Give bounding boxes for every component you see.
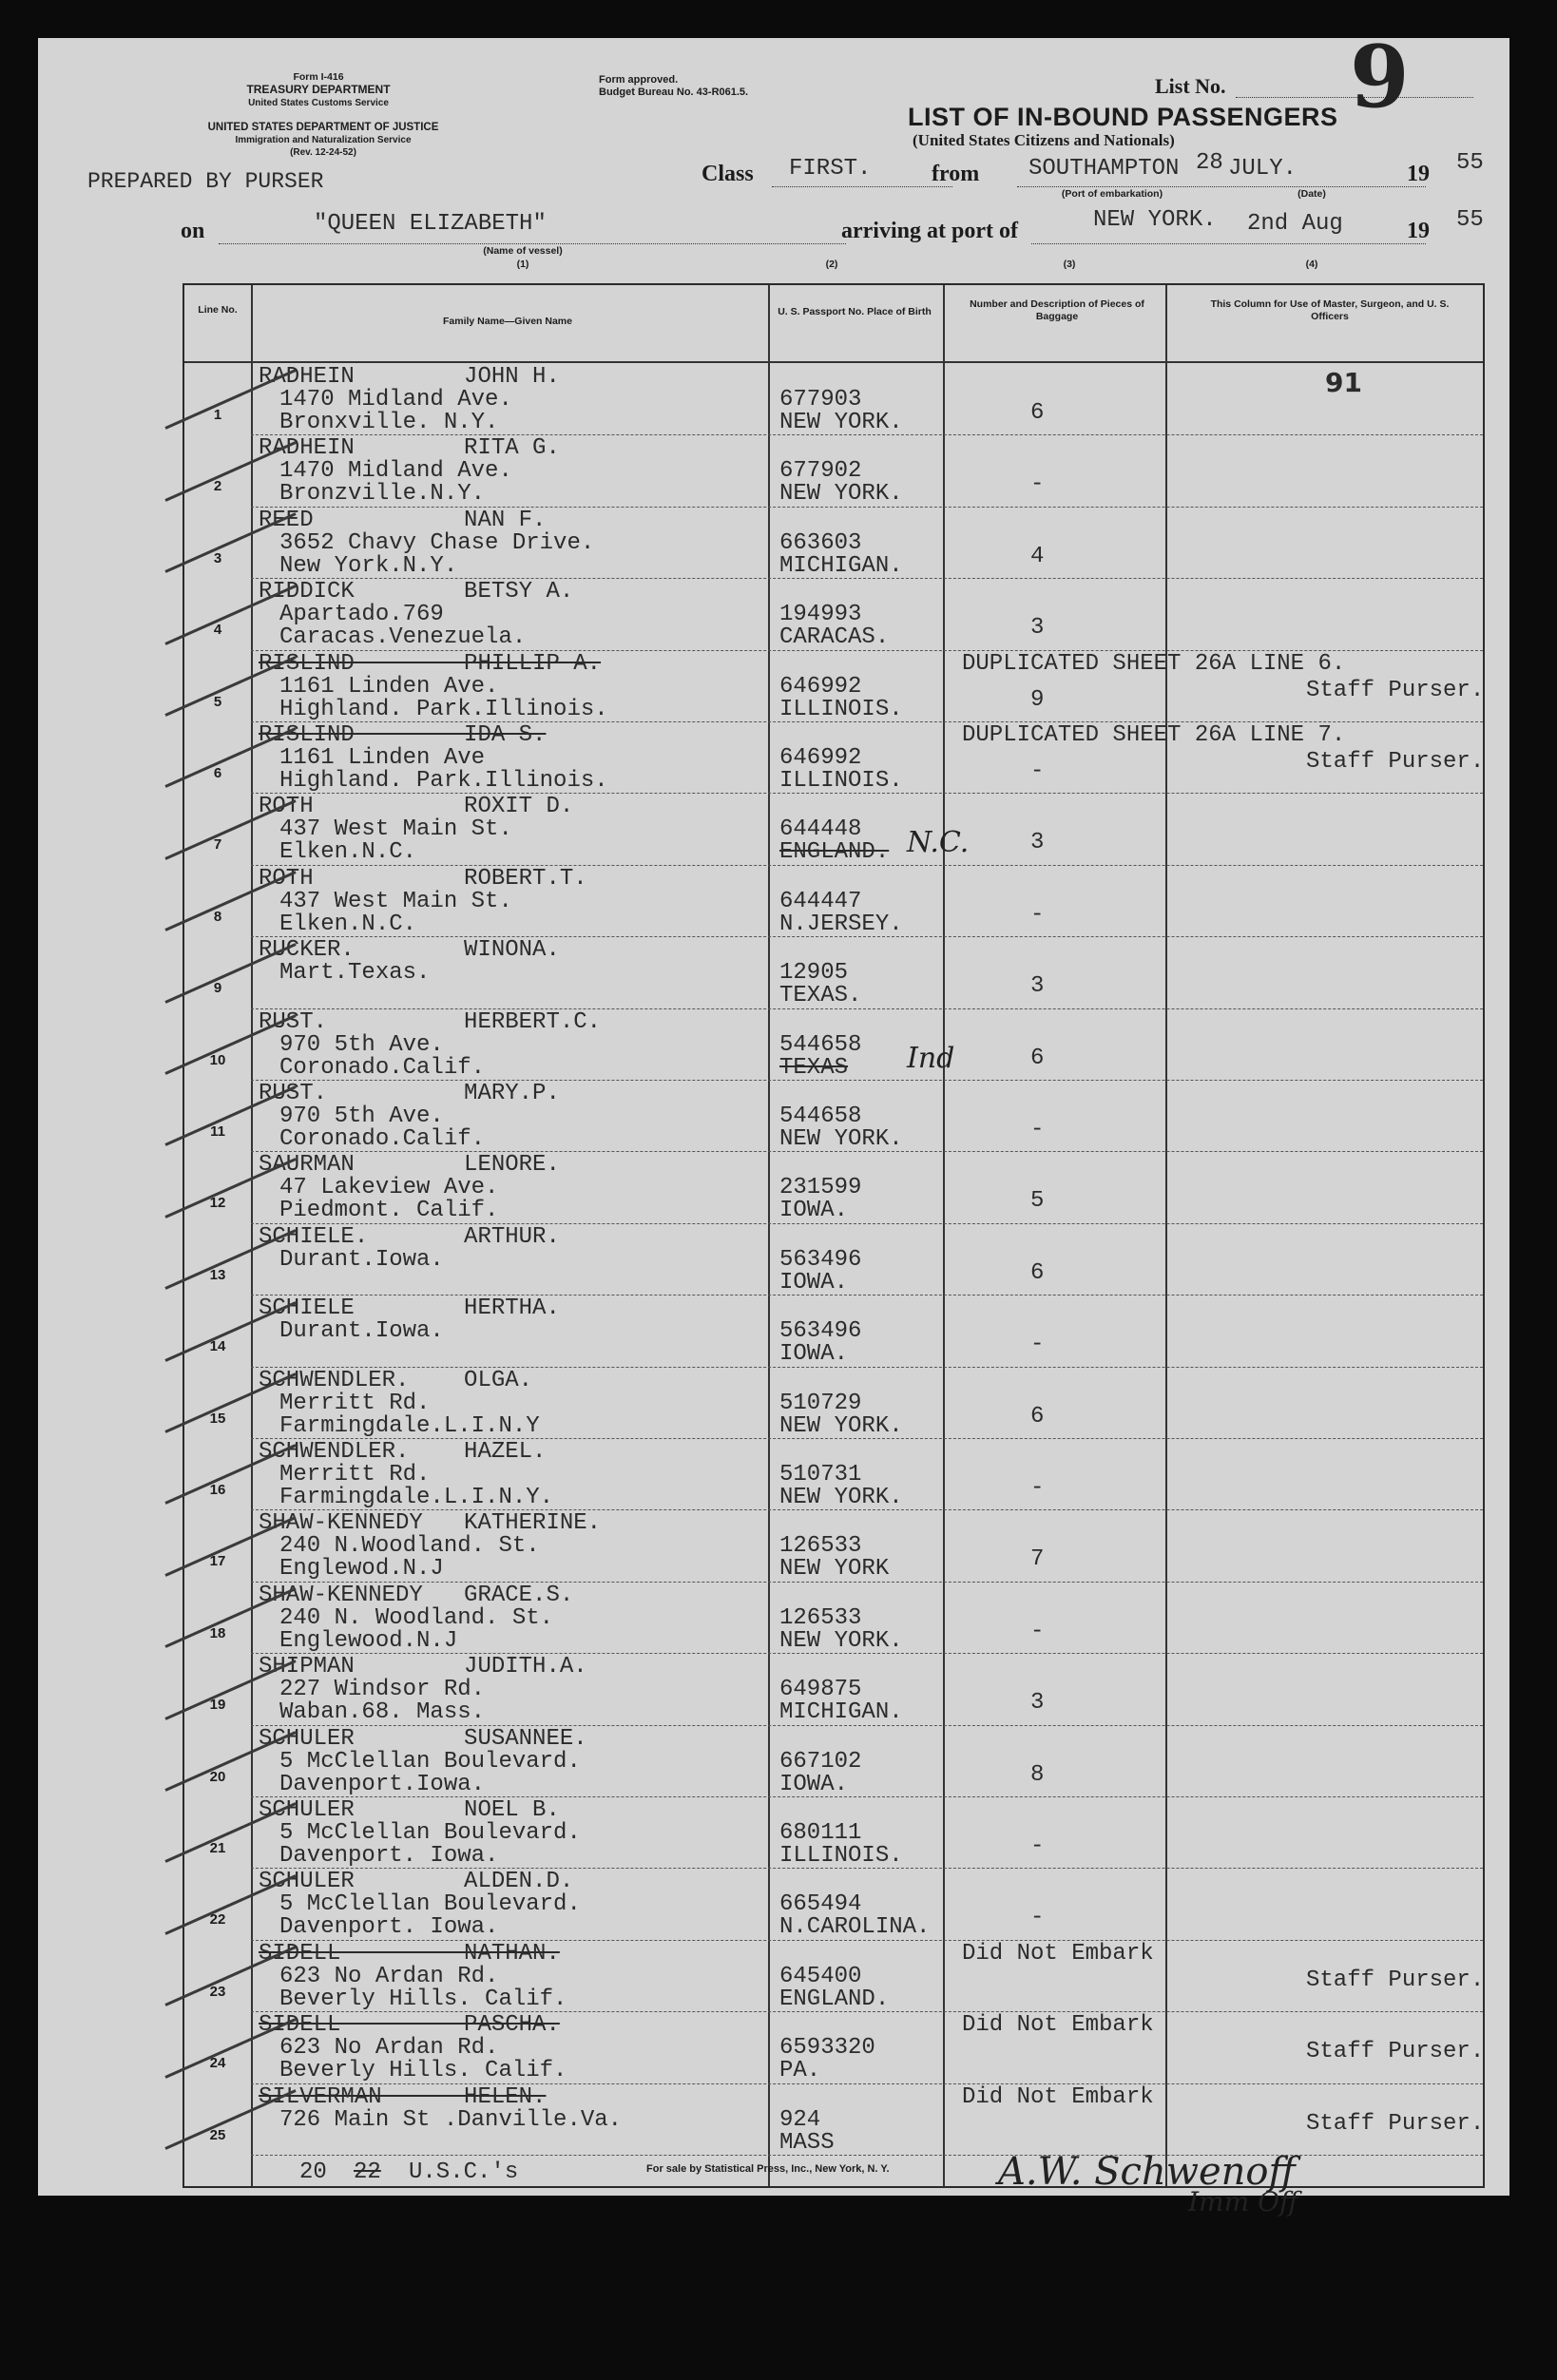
officer-signature: A.W. Schwenoff (998, 2150, 1296, 2194)
baggage-count: - (1030, 1905, 1045, 1931)
passport-number: 563496 (779, 1246, 862, 1273)
place-of-birth: IOWA. (779, 1198, 849, 1224)
address-line-1: 1470 Midland Ave. (279, 387, 512, 413)
baggage-count: - (1030, 1332, 1045, 1358)
passenger-name: RISLIND IDA S. (259, 722, 547, 748)
place-of-birth: IOWA. (779, 1341, 849, 1368)
table-row (184, 1438, 1483, 1509)
col-num-2: (2) (825, 259, 838, 270)
baggage-count: 3 (1030, 615, 1045, 642)
baggage-count: - (1030, 1618, 1045, 1644)
line-number: 11 (210, 1123, 225, 1140)
address-line-2: Coronado.Calif. (279, 1054, 486, 1081)
line-number: 3 (213, 549, 222, 566)
document-title: LIST OF IN-BOUND PASSENGERS (908, 103, 1338, 131)
passport-number: 644447 (779, 888, 862, 914)
document-subtitle: (United States Citizens and Nationals) (913, 131, 1175, 149)
table-row (184, 1940, 1483, 2011)
line-number: 12 (209, 1195, 226, 1212)
place-of-birth: IOWA. (779, 1771, 849, 1797)
baggage-count: 9 (1030, 686, 1045, 713)
line-number: 7 (213, 836, 222, 854)
address-line-2: Davenport. Iowa. (279, 1843, 499, 1869)
line-number: 4 (213, 622, 222, 639)
passenger-name: SCHULER SUSANNEE. (259, 1725, 587, 1752)
passenger-name: RADHEIN RITA G. (259, 435, 560, 462)
line-number: 9 (213, 980, 222, 997)
baggage-count: 8 (1030, 1761, 1045, 1788)
staff-purser-note: Staff Purser. (1306, 677, 1485, 703)
passenger-name: SHAW-KENNEDY KATHERINE. (259, 1510, 602, 1537)
place-of-birth: ILLINOIS. (779, 768, 903, 794)
passport-number: 663603 (779, 529, 862, 556)
line-number: 17 (209, 1553, 226, 1570)
staff-purser-note: Staff Purser. (1306, 2039, 1485, 2065)
passenger-name: RISLIND PHILLIP A. (259, 650, 602, 677)
passenger-name: SCHWENDLER. HAZEL. (259, 1439, 547, 1465)
departure-day: 28 (1196, 150, 1223, 176)
table-row (184, 1868, 1483, 1939)
vessel-caption: (Name of vessel) (483, 245, 563, 257)
baggage-count: 6 (1030, 1045, 1045, 1071)
passport-number: 680111 (779, 1820, 862, 1846)
address-line-1: Durant.Iowa. (279, 1246, 444, 1273)
passenger-name: SIDELL PASCHA. (259, 2012, 560, 2039)
col-num-4: (4) (1305, 259, 1318, 270)
passenger-name: SHAW-KENNEDY GRACE.S. (259, 1582, 574, 1608)
baggage-count: 4 (1030, 543, 1045, 569)
passenger-name: ROTH ROXIT D. (259, 794, 574, 820)
passenger-name: RADHEIN JOHN H. (259, 364, 560, 390)
baggage-count: 3 (1030, 973, 1045, 1000)
officer-remark: Did Not Embark (962, 2012, 1154, 2039)
address-line-2: Farmingdale.L.I.N.Y (279, 1412, 540, 1439)
line-number: 19 (209, 1697, 226, 1714)
place-of-birth: MASS (779, 2129, 835, 2156)
place-of-birth: NEW YORK. (779, 481, 903, 508)
passenger-name: SCHULER NOEL B. (259, 1797, 560, 1823)
address-line-2: Beverly Hills. Calif. (279, 2058, 567, 2084)
rev-date: (Rev. 12-24-52) (290, 147, 356, 158)
budget-bureau: Budget Bureau No. 43-R061.5. (599, 86, 749, 98)
table-row (184, 2011, 1483, 2082)
table-row (184, 434, 1483, 506)
place-of-birth: NEW YORK. (779, 1412, 903, 1439)
place-of-birth: NEW YORK. (779, 1627, 903, 1654)
year-prefix: 19 (1407, 162, 1430, 186)
count-label: U.S.C.'s (409, 2159, 519, 2185)
baggage-count: - (1030, 1475, 1045, 1501)
officer-remark: Did Not Embark (962, 2083, 1154, 2110)
passport-number: 649875 (779, 1677, 862, 1703)
address-line-1: 726 Main St .Danville.Va. (279, 2106, 623, 2133)
baggage-count: - (1030, 758, 1045, 784)
line-number: 16 (209, 1482, 226, 1498)
table-row (184, 1582, 1483, 1653)
line-number: 2 (213, 478, 222, 495)
passenger-name: SIDELL NATHAN. (259, 1940, 560, 1967)
line-number: 13 (209, 1266, 226, 1283)
col-header-passport: U. S. Passport No. Place of Birth (778, 306, 932, 317)
address-line-1: 240 N. Woodland. St. (279, 1604, 554, 1631)
date-caption: (Date) (1298, 188, 1326, 200)
table-row (184, 1080, 1483, 1151)
passport-number: 544658 (779, 1104, 862, 1129)
list-no-value: 9 (1350, 27, 1410, 127)
birth-correction: Ind (907, 1041, 955, 1075)
line-number: 10 (209, 1051, 226, 1068)
place-of-birth: PA. (779, 2058, 821, 2084)
count-b: 22 (354, 2159, 381, 2185)
address-line-1: 227 Windsor Rd. (279, 1677, 486, 1703)
address-line-2: Waban.68. Mass. (279, 1699, 486, 1726)
address-line-2: Bronzville.N.Y. (279, 481, 486, 508)
address-line-2: Englewood.N.J (279, 1627, 458, 1654)
place-of-birth: NEW YORK. (779, 1485, 903, 1510)
line-number: 14 (209, 1338, 226, 1355)
passenger-name: SAURMAN LENORE. (259, 1152, 560, 1179)
address-line-2: Caracas.Venezuela. (279, 624, 527, 651)
address-line-1: 5 McClellan Boulevard. (279, 1891, 581, 1918)
service-name: United States Customs Service (248, 98, 389, 108)
birth-correction: N.C. (907, 826, 970, 860)
table-row (184, 2083, 1483, 2155)
passport-number: 563496 (779, 1318, 862, 1345)
table-row (184, 507, 1483, 578)
line-number: 20 (209, 1768, 226, 1785)
table-row (184, 1796, 1483, 1868)
table-row (184, 1151, 1483, 1222)
line-number: 23 (209, 1983, 226, 2000)
table-row (184, 1509, 1483, 1581)
place-of-birth: NEW YORK. (779, 1126, 903, 1152)
address-line-1: 970 5th Ave. (279, 1104, 444, 1129)
address-line-1: 5 McClellan Boulevard. (279, 1748, 581, 1775)
ins-name: Immigration and Naturalization Service (235, 135, 412, 145)
manifest-sheet (38, 27, 1509, 2217)
passport-number: 645400 (779, 1963, 862, 1989)
officer-title: Imm Off (1188, 2186, 1298, 2217)
passport-number: 194993 (779, 602, 862, 628)
address-line-2: Farmingdale.L.I.N.Y. (279, 1485, 554, 1510)
address-line-1: Merritt Rd. (279, 1390, 431, 1416)
line-number: 24 (209, 2055, 226, 2072)
on-label: on (181, 219, 205, 243)
passenger-name: RIDDICK BETSY A. (259, 579, 574, 605)
officer-remark: Did Not Embark (962, 1940, 1154, 1967)
vessel-name: "QUEEN ELIZABETH" (314, 211, 547, 237)
staff-purser-note: Staff Purser. (1306, 749, 1485, 775)
table-row (184, 578, 1483, 649)
passenger-name: SILVERMAN HELEN. (259, 2083, 547, 2110)
passenger-name: ROTH ROBERT.T. (259, 865, 587, 892)
address-line-1: 1161 Linden Ave. (279, 673, 499, 700)
table-row (184, 865, 1483, 936)
baggage-count: 6 (1030, 1403, 1045, 1430)
place-of-birth: MICHIGAN. (779, 1699, 903, 1726)
col-num-3: (3) (1063, 259, 1076, 270)
place-of-birth: ENGLAND. (779, 1986, 890, 2012)
line-number: 15 (209, 1410, 226, 1427)
line-number: 22 (209, 1911, 226, 1929)
line-number: 21 (209, 1840, 226, 1856)
dept-name: TREASURY DEPARTMENT (246, 83, 391, 96)
justice-dept: UNITED STATES DEPARTMENT OF JUSTICE (207, 122, 439, 133)
passport-number: 646992 (779, 745, 862, 771)
address-line-2: New York.N.Y. (279, 552, 458, 579)
passenger-name: REED NAN F. (259, 507, 547, 533)
officer-note: 91 (1325, 367, 1362, 398)
passenger-name: SHIPMAN JUDITH.A. (259, 1654, 587, 1680)
passenger-name: SCHULER ALDEN.D. (259, 1869, 574, 1895)
passport-number: 667102 (779, 1748, 862, 1775)
passenger-name: RUST. MARY.P. (259, 1081, 560, 1106)
baggage-count: 3 (1030, 830, 1045, 856)
printer-note: For sale by Statistical Press, Inc., New York, N. Y. (646, 2163, 890, 2175)
table-row (184, 793, 1483, 864)
passport-number: 665494 (779, 1891, 862, 1918)
class-label: Class (702, 162, 754, 186)
address-line-1: 437 West Main St. (279, 888, 512, 914)
place-of-birth: IOWA. (779, 1269, 849, 1296)
class-value: FIRST. (789, 156, 872, 182)
line-number: 8 (213, 908, 222, 925)
table-row (184, 1008, 1483, 1080)
col-header-officers: This Column for Use of Master, Surgeon, and U. S. Officers (1210, 298, 1450, 322)
baggage-count: 5 (1030, 1188, 1045, 1215)
form-number: Form I-416 (293, 71, 344, 83)
address-line-2: Coronado.Calif. (279, 1126, 486, 1152)
baggage-count: - (1030, 1117, 1045, 1142)
baggage-count: - (1030, 1833, 1045, 1859)
line-number: 18 (209, 1624, 226, 1641)
address-line-2: Davenport. Iowa. (279, 1914, 499, 1941)
address-line-2: Elken.N.C. (279, 911, 417, 937)
address-line-1: Merritt Rd. (279, 1462, 431, 1488)
passport-number: 6593320 (779, 2035, 875, 2062)
arriving-label: arriving at port of (841, 219, 1018, 243)
address-line-1: Mart.Texas. (279, 960, 431, 987)
passport-number: 677903 (779, 387, 862, 413)
table-row (184, 1367, 1483, 1438)
passenger-name: SCHIELE. ARTHUR. (259, 1223, 560, 1250)
address-line-2: Beverly Hills. Calif. (279, 1986, 567, 2012)
baggage-count: 7 (1030, 1546, 1045, 1573)
year2-prefix: 19 (1407, 219, 1430, 243)
table-row (184, 1295, 1483, 1366)
line-number: 5 (213, 693, 222, 710)
place-of-birth: NEW YORK. (779, 410, 903, 435)
place-of-birth: ILLINOIS. (779, 696, 903, 722)
staff-purser-note: Staff Purser. (1306, 1967, 1485, 1993)
address-line-2: Davenport.Iowa. (279, 1771, 486, 1797)
address-line-2: Englewod.N.J (279, 1556, 444, 1583)
baggage-count: 3 (1030, 1690, 1045, 1717)
place-of-birth: NEW YORK (779, 1556, 890, 1583)
from-label: from (932, 162, 980, 186)
address-line-1: 1470 Midland Ave. (279, 458, 512, 485)
place-of-birth: N.CAROLINA. (779, 1914, 931, 1941)
address-line-1: 623 No Ardan Rd. (279, 1963, 499, 1989)
table-row (184, 1725, 1483, 1796)
table-row (184, 363, 1483, 434)
officer-remark: DUPLICATED SHEET 26A LINE 7. (962, 722, 1346, 748)
col-num-1: (1) (516, 259, 529, 270)
address-line-2: Elken.N.C. (279, 839, 417, 866)
address-line-2: Highland. Park.Illinois. (279, 696, 608, 722)
address-line-1: 970 5th Ave. (279, 1031, 444, 1058)
passport-number: 510731 (779, 1462, 862, 1488)
officer-remark: DUPLICATED SHEET 26A LINE 6. (962, 650, 1346, 677)
address-line-1: 437 West Main St. (279, 816, 512, 843)
passport-number: 12905 (779, 960, 849, 987)
departure-month: JULY. (1228, 156, 1298, 182)
address-line-1: 3652 Chavy Chase Drive. (279, 529, 595, 556)
passenger-name: SCHWENDLER. OLGA. (259, 1367, 533, 1393)
staff-purser-note: Staff Purser. (1306, 2110, 1485, 2137)
table-row (184, 936, 1483, 1008)
passport-number: 126533 (779, 1604, 862, 1631)
line-number: 1 (213, 407, 222, 423)
place-of-birth: MICHIGAN. (779, 552, 903, 579)
passport-number: 677902 (779, 458, 862, 485)
port-caption: (Port of embarkation) (1061, 188, 1163, 200)
baggage-count: 6 (1030, 400, 1045, 426)
place-of-birth: ILLINOIS. (779, 1843, 903, 1869)
passport-number: 646992 (779, 673, 862, 700)
passport-number: 544658 (779, 1031, 862, 1058)
col-header-baggage: Number and Description of Pieces of Baggage (970, 298, 1144, 322)
table-row (184, 1223, 1483, 1295)
baggage-count: 6 (1030, 1259, 1045, 1286)
port-of-embarkation: SOUTHAMPTON (1028, 156, 1180, 182)
address-line-1: Apartado.769 (279, 602, 444, 628)
arrival-date: 2nd Aug (1247, 211, 1343, 237)
line-number: 25 (209, 2126, 226, 2143)
address-line-1: 47 Lakeview Ave. (279, 1175, 499, 1201)
address-line-1: 5 McClellan Boulevard. (279, 1820, 581, 1846)
form-approved: Form approved. (599, 74, 679, 86)
place-of-birth: N.JERSEY. (779, 911, 903, 937)
passenger-name: SCHIELE HERTHA. (259, 1296, 560, 1322)
passport-number: 126533 (779, 1533, 862, 1560)
col-header-line: Line No. (198, 304, 238, 316)
address-line-1: 1161 Linden Ave (279, 745, 486, 771)
passport-number: 924 (779, 2106, 821, 2133)
table-row (184, 1653, 1483, 1724)
address-line-1: 623 No Ardan Rd. (279, 2035, 499, 2062)
passenger-name: RUST. HERBERT.C. (259, 1008, 602, 1035)
arrival-port: NEW YORK. (1093, 207, 1217, 233)
place-of-birth: ENGLAND. (779, 839, 890, 866)
year-value: 55 (1456, 150, 1484, 176)
address-line-1: 240 N.Woodland. St. (279, 1533, 540, 1560)
baggage-count: - (1030, 471, 1045, 498)
line-number: 6 (213, 765, 222, 781)
address-line-2: Piedmont. Calif. (279, 1198, 499, 1224)
prepared-by: PREPARED BY PURSER (87, 169, 324, 194)
place-of-birth: TEXAS (779, 1054, 849, 1081)
list-no-label: List No. (1155, 74, 1226, 98)
passenger-name: RUCKER. WINONA. (259, 937, 560, 964)
passport-number: 510729 (779, 1390, 862, 1416)
table-row (184, 650, 1483, 721)
place-of-birth: TEXAS. (779, 983, 862, 1009)
count-a: 20 (299, 2159, 327, 2185)
place-of-birth: CARACAS. (779, 624, 890, 651)
address-line-1: Durant.Iowa. (279, 1318, 444, 1345)
passenger-table (183, 283, 1485, 2188)
passport-number: 231599 (779, 1175, 862, 1201)
address-line-2: Highland. Park.Illinois. (279, 768, 608, 794)
table-row (184, 721, 1483, 793)
baggage-count: - (1030, 901, 1045, 928)
address-line-2: Bronxville. N.Y. (279, 410, 499, 435)
passport-number: 644448 (779, 816, 862, 843)
year2-value: 55 (1456, 207, 1484, 233)
col-header-name: Family Name—Given Name (443, 316, 572, 327)
